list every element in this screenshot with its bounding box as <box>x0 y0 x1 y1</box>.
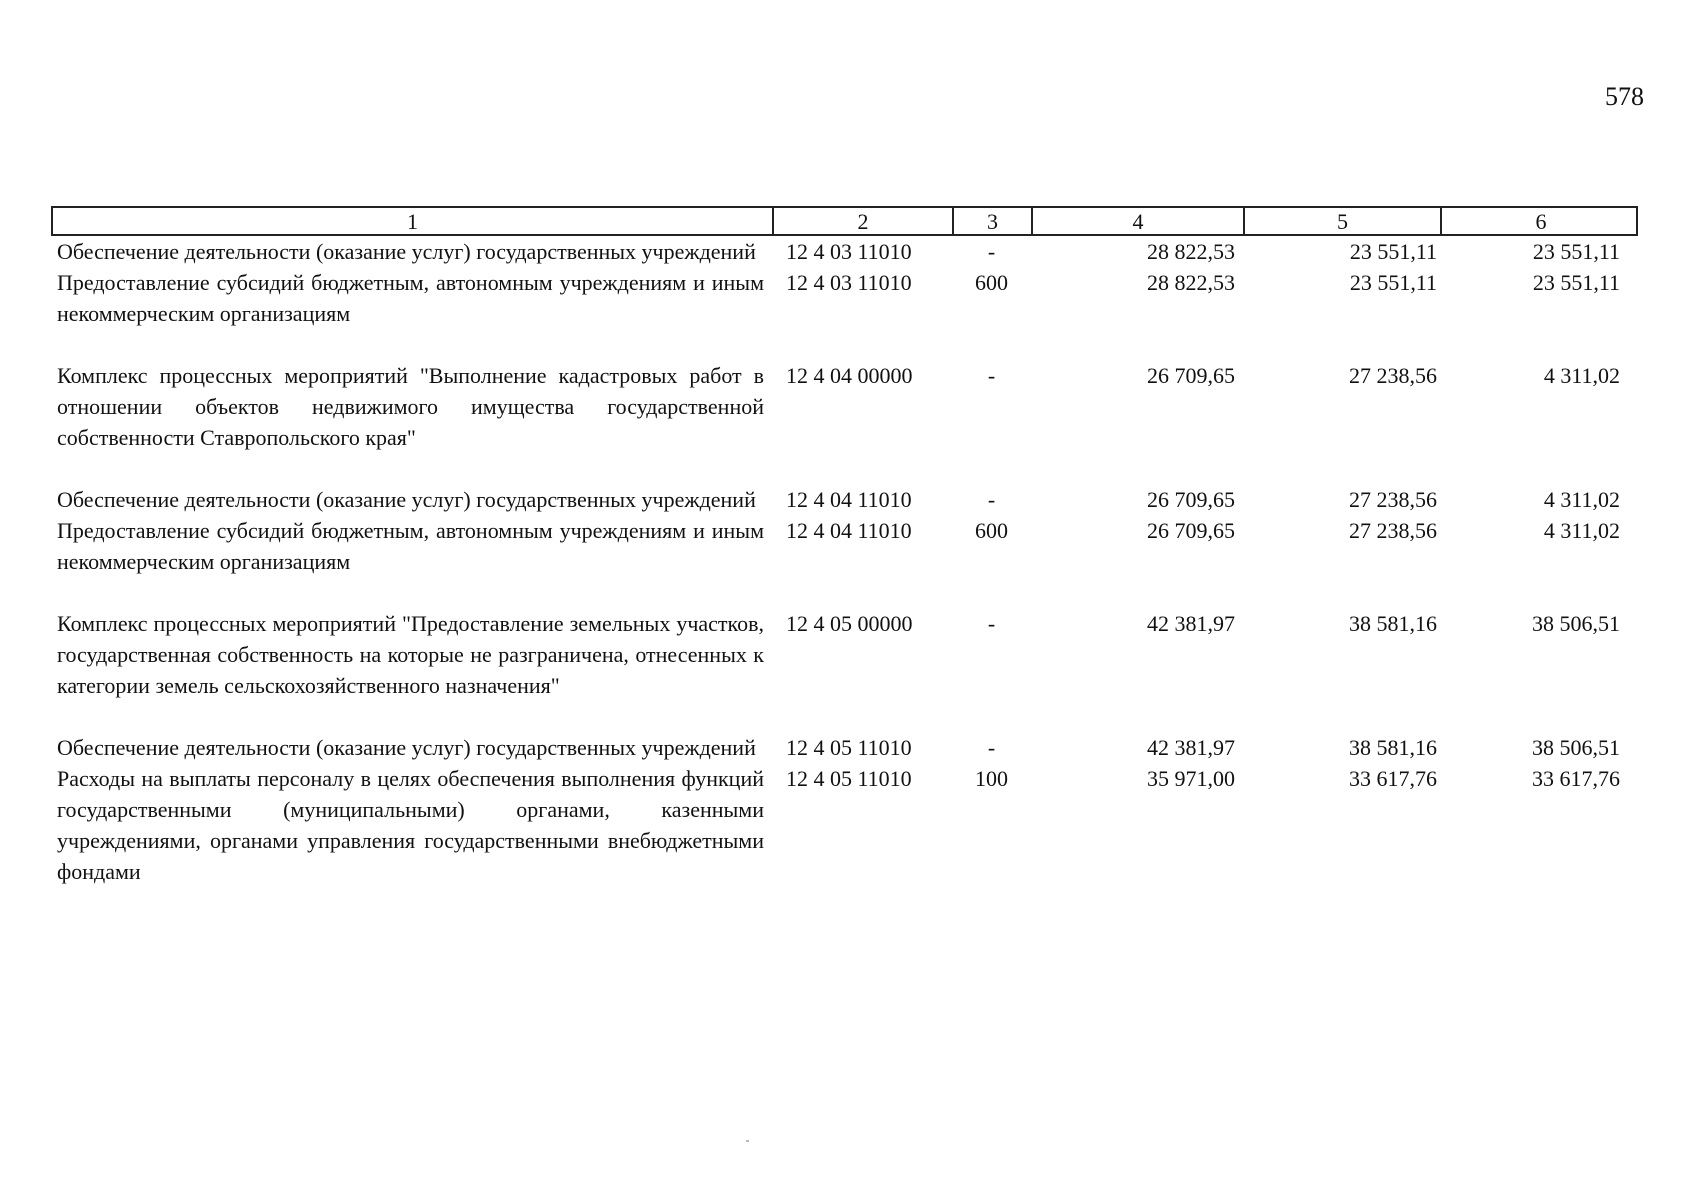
row-value-col5: 27 238,56 <box>1349 363 1437 388</box>
table-row <box>51 763 1638 887</box>
row-value-col4: 26 709,65 <box>1147 363 1235 388</box>
row-value-col5: 27 238,56 <box>1349 518 1437 543</box>
row-code: 12 4 04 00000 <box>786 363 913 388</box>
row-value-col6: 38 506,51 <box>1532 735 1620 760</box>
table-row <box>51 732 1638 763</box>
row-value-col5: 23 551,11 <box>1349 270 1437 295</box>
row-name: Предоставление субсидий бюджетным, автономным учреждениям и иным некоммерческим организациям <box>57 518 764 574</box>
row-code: 12 4 03 11010 <box>786 270 912 295</box>
table-row <box>51 360 1638 453</box>
row-value-col4: 26 709,65 <box>1147 518 1235 543</box>
row-value-col6: 4 311,02 <box>1543 363 1620 388</box>
table-row <box>51 608 1638 701</box>
row-value-col6: 23 551,11 <box>1532 239 1620 264</box>
row-value-col4: 28 822,53 <box>1147 270 1235 295</box>
row-value-col5: 33 617,76 <box>1349 766 1437 791</box>
row-value-col5: 38 581,16 <box>1349 611 1437 636</box>
table-row <box>51 484 1638 515</box>
row-value-col4: 28 822,53 <box>1147 239 1235 264</box>
row-value-col5: 38 581,16 <box>1349 735 1437 760</box>
row-value-col4: 42 381,97 <box>1147 611 1235 636</box>
row-code: 12 4 04 11010 <box>786 518 912 543</box>
row-value-col4: 35 971,00 <box>1147 766 1235 791</box>
row-code: 12 4 03 11010 <box>786 239 912 264</box>
row-name: Предоставление субсидий бюджетным, автономным учреждениям и иным некоммерческим организациям <box>57 270 764 326</box>
row-name: Комплекс процессных мероприятий "Предоставление земельных участков, государственная собственность на которые не разграничена, отнесенных к категории земель сельскохозяйственного назначения" <box>57 611 764 698</box>
row-expense-type: - <box>987 239 996 264</box>
row-value-col5: 23 551,11 <box>1349 239 1437 264</box>
row-value-col4: 26 709,65 <box>1147 487 1235 512</box>
table-row <box>51 236 1638 267</box>
header-col-3: 3 <box>954 208 1033 236</box>
scan-speck <box>746 1140 749 1142</box>
row-code: 12 4 05 11010 <box>786 735 912 760</box>
row-value-col6: 4 311,02 <box>1543 518 1620 543</box>
row-expense-type: - <box>987 363 996 388</box>
header-col-1: 1 <box>53 208 774 236</box>
header-col-2: 2 <box>774 208 954 236</box>
row-value-col4: 42 381,97 <box>1147 735 1235 760</box>
row-code: 12 4 04 11010 <box>786 487 912 512</box>
row-expense-type: 100 <box>975 766 1008 791</box>
row-name: Обеспечение деятельности (оказание услуг) государственных учреждений <box>57 735 756 760</box>
row-expense-type: 600 <box>975 270 1008 295</box>
budget-table <box>51 206 1638 887</box>
row-expense-type: - <box>987 487 996 512</box>
row-expense-type: - <box>987 611 996 636</box>
table-header <box>51 206 1638 236</box>
row-code: 12 4 05 00000 <box>786 611 913 636</box>
row-value-col5: 27 238,56 <box>1349 487 1437 512</box>
table-row <box>51 267 1638 329</box>
row-value-col6: 23 551,11 <box>1532 270 1620 295</box>
row-code: 12 4 05 11010 <box>786 766 912 791</box>
row-value-col6: 33 617,76 <box>1532 766 1620 791</box>
row-name: Обеспечение деятельности (оказание услуг) государственных учреждений <box>57 487 756 512</box>
row-expense-type: - <box>987 735 996 760</box>
row-name: Расходы на выплаты персоналу в целях обеспечения выполнения функций государственными (муниципальными) органами, казенными учреждениями, органами управления государственными внебюджетными фондами <box>57 766 764 884</box>
header-col-5: 5 <box>1245 208 1442 236</box>
row-value-col6: 38 506,51 <box>1532 611 1620 636</box>
header-col-4: 4 <box>1033 208 1245 236</box>
row-name: Комплекс процессных мероприятий "Выполнение кадастровых работ в отношении объектов недвижимого имущества государственной собственности Ставропольского края" <box>57 363 764 450</box>
page-number: 578 <box>1605 82 1644 111</box>
table-row <box>51 515 1638 577</box>
row-expense-type: 600 <box>975 518 1008 543</box>
header-col-6: 6 <box>1535 209 1547 234</box>
row-value-col6: 4 311,02 <box>1543 487 1620 512</box>
row-name: Обеспечение деятельности (оказание услуг) государственных учреждений <box>57 239 756 264</box>
